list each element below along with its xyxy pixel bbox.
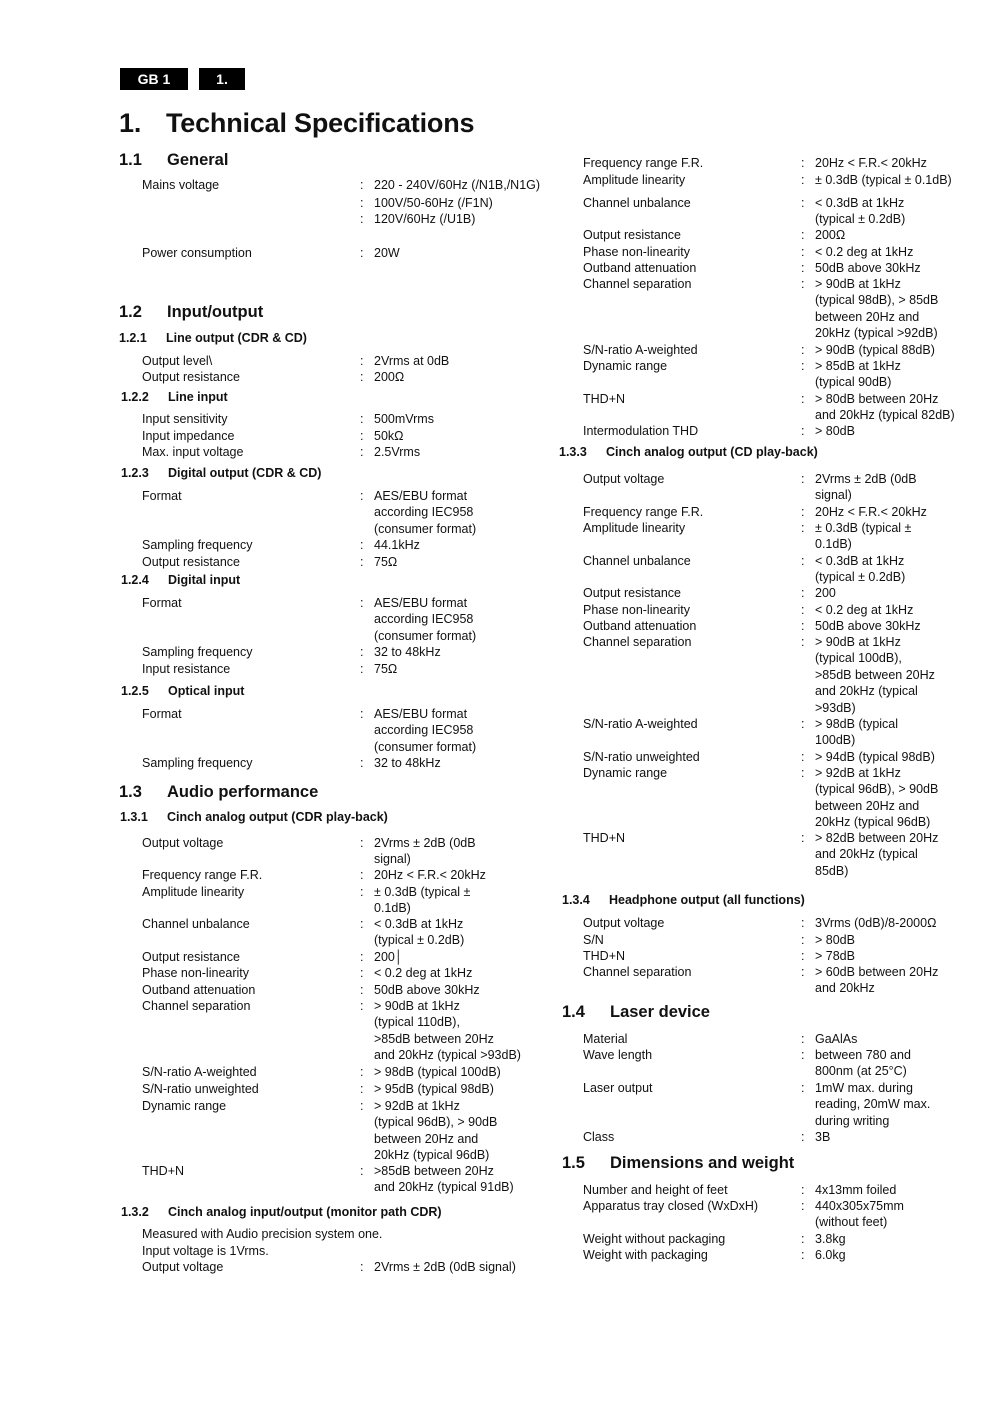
- spec-label: Channel unbalance: [583, 196, 691, 210]
- page-title: [119, 108, 474, 139]
- spec-value: > 98dB (typical 100dB): [374, 1065, 501, 1079]
- spec-value: 20Hz < F.R.< 20kHz: [374, 868, 486, 882]
- spec-colon: :: [360, 555, 364, 569]
- s122-heading: [121, 390, 228, 404]
- spec-value: between 780 and 800nm (at 25°C): [815, 1048, 911, 1079]
- spec-colon: :: [801, 261, 805, 275]
- s124-number: 1.2.4: [121, 573, 149, 587]
- spec-colon: :: [360, 445, 364, 459]
- spec-colon: :: [801, 1248, 805, 1262]
- s123-number: 1.2.3: [121, 466, 149, 480]
- spec-value: > 90dB (typical 88dB): [815, 343, 935, 357]
- page-title-number: 1.: [119, 108, 142, 138]
- s131-title: Cinch analog output (CDR play-back): [167, 810, 388, 824]
- spec-label: Mains voltage: [142, 178, 220, 192]
- spec-value: 50kΩ: [374, 429, 404, 443]
- spec-colon: :: [801, 1048, 805, 1062]
- spec-label: Frequency range F.R.: [142, 868, 263, 882]
- spec-label: Frequency range F.R.: [583, 505, 704, 519]
- spec-label: Outband attenuation: [583, 261, 697, 275]
- spec-value: 2.5Vrms: [374, 445, 421, 459]
- spec-colon: :: [360, 645, 364, 659]
- spec-colon: :: [360, 196, 364, 210]
- note-line: Input voltage is 1Vrms.: [142, 1244, 269, 1258]
- spec-label: S/N-ratio unweighted: [583, 750, 700, 764]
- s122-title: Line input: [168, 390, 228, 404]
- spec-colon: :: [360, 370, 364, 384]
- spec-value: > 80dB between 20Hz and 20kHz (typical 82dB): [815, 392, 955, 423]
- spec-colon: :: [360, 1260, 364, 1274]
- spec-label: S/N-ratio A-weighted: [142, 1065, 257, 1079]
- spec-label: Material: [583, 1032, 628, 1046]
- spec-colon: :: [360, 966, 364, 980]
- s121-heading: [119, 331, 307, 345]
- spec-value: ± 0.3dB (typical ± 0.1dB): [815, 521, 912, 552]
- spec-label: Dynamic range: [142, 1099, 227, 1113]
- spec-label: S/N-ratio unweighted: [142, 1082, 259, 1096]
- spec-label: Channel unbalance: [583, 554, 691, 568]
- spec-value: > 90dB at 1kHz (typical 110dB), >85dB between 20Hz and 20kHz (typical >93dB): [374, 999, 521, 1063]
- spec-value: 2Vrms ± 2dB (0dB signal): [815, 472, 917, 503]
- spec-value: > 78dB: [815, 949, 855, 963]
- spec-value: 100V/50-60Hz (/F1N): [374, 196, 493, 210]
- spec-label: Intermodulation THD: [583, 424, 699, 438]
- spec-colon: :: [360, 917, 364, 931]
- spec-colon: :: [801, 173, 805, 187]
- spec-value: 220 - 240V/60Hz (/N1B,/N1G): [374, 178, 541, 192]
- spec-label: Phase non-linearity: [583, 603, 691, 617]
- spec-value: AES/EBU format according IEC958 (consumer format): [374, 596, 477, 643]
- spec-colon: :: [360, 836, 364, 850]
- spec-value: 50dB above 30kHz: [815, 261, 921, 275]
- spec-label: Amplitude linearity: [583, 173, 686, 187]
- spec-label: Amplitude linearity: [142, 885, 245, 899]
- spec-value: 500mVrms: [374, 412, 434, 426]
- spec-colon: :: [801, 965, 805, 979]
- s121-title: Line output (CDR & CD): [166, 331, 307, 345]
- spec-label: Number and height of feet: [583, 1183, 728, 1197]
- spec-value: AES/EBU format according IEC958 (consumer format): [374, 489, 477, 536]
- spec-colon: :: [360, 1099, 364, 1113]
- s125-title: Optical input: [168, 684, 245, 698]
- spec-colon: :: [360, 354, 364, 368]
- spec-label: THD+N: [583, 392, 626, 406]
- spec-colon: :: [801, 392, 805, 406]
- spec-colon: :: [801, 228, 805, 242]
- s12-heading: [119, 303, 263, 322]
- s14-heading: [562, 1003, 710, 1022]
- spec-label: Sampling frequency: [142, 756, 253, 770]
- spec-colon: :: [801, 766, 805, 780]
- spec-value: 200: [815, 586, 836, 600]
- spec-value: < 0.2 deg at 1kHz: [374, 966, 473, 980]
- s124-heading: [121, 573, 240, 587]
- s134-title: Headphone output (all functions): [609, 893, 805, 907]
- spec-colon: :: [360, 885, 364, 899]
- spec-colon: :: [801, 635, 805, 649]
- spec-colon: :: [360, 756, 364, 770]
- spec-value: 32 to 48kHz: [374, 645, 441, 659]
- s15-title: Dimensions and weight: [610, 1154, 795, 1172]
- spec-value: 75Ω: [374, 555, 398, 569]
- spec-label: Dynamic range: [583, 359, 668, 373]
- spec-colon: :: [801, 1183, 805, 1197]
- spec-label: Output voltage: [142, 1260, 224, 1274]
- spec-label: Amplitude linearity: [583, 521, 686, 535]
- spec-label: Output resistance: [583, 228, 681, 242]
- spec-value: >85dB between 20Hz and 20kHz (typical 91dB): [374, 1164, 514, 1195]
- spec-value: 2Vrms ± 2dB (0dB signal): [374, 1260, 516, 1274]
- spec-colon: :: [360, 868, 364, 882]
- spec-value: 120V/60Hz (/U1B): [374, 212, 476, 226]
- spec-colon: :: [801, 554, 805, 568]
- spec-value: 44.1kHz: [374, 538, 420, 552]
- spec-value: 20Hz < F.R.< 20kHz: [815, 505, 927, 519]
- spec-value: 75Ω: [374, 662, 398, 676]
- spec-value: 3B: [815, 1130, 831, 1144]
- spec-label: Max. input voltage: [142, 445, 244, 459]
- spec-label: Outband attenuation: [583, 619, 697, 633]
- spec-colon: :: [801, 277, 805, 291]
- spec-label: Output resistance: [142, 370, 240, 384]
- spec-colon: :: [801, 521, 805, 535]
- spec-label: Output resistance: [142, 555, 240, 569]
- spec-label: Channel separation: [583, 277, 692, 291]
- spec-value: 200Ω: [815, 228, 846, 242]
- spec-label: Outband attenuation: [142, 983, 256, 997]
- spec-value: 50dB above 30kHz: [815, 619, 921, 633]
- spec-label: Sampling frequency: [142, 645, 253, 659]
- chapter-tag: GB 1: [120, 68, 188, 90]
- spec-colon: :: [801, 750, 805, 764]
- s13-heading: [119, 783, 318, 802]
- spec-label: Input sensitivity: [142, 412, 228, 426]
- spec-value: 440x305x75mm (without feet): [815, 1199, 904, 1230]
- spec-value: > 92dB at 1kHz (typical 96dB), > 90dB between 20Hz and 20kHz (typical 96dB): [815, 766, 939, 830]
- spec-colon: :: [801, 1232, 805, 1246]
- spec-colon: :: [801, 196, 805, 210]
- spec-label: Format: [142, 707, 182, 721]
- spec-label: Class: [583, 1130, 615, 1144]
- s133-heading: [559, 445, 818, 459]
- spec-label: Phase non-linearity: [583, 245, 691, 259]
- spec-value: > 98dB (typical 100dB): [815, 717, 899, 748]
- s15-heading: [562, 1154, 794, 1173]
- spec-value: 32 to 48kHz: [374, 756, 441, 770]
- spec-label: THD+N: [583, 949, 626, 963]
- s15-number: 1.5: [562, 1154, 585, 1172]
- s133-title: Cinch analog output (CD play-back): [606, 445, 818, 459]
- spec-colon: :: [360, 999, 364, 1013]
- spec-colon: :: [801, 156, 805, 170]
- spec-colon: :: [801, 1199, 805, 1213]
- spec-colon: :: [360, 246, 364, 260]
- s132-number: 1.3.2: [121, 1205, 149, 1219]
- spec-label: Wave length: [583, 1048, 653, 1062]
- spec-value: 4x13mm foiled: [815, 1183, 897, 1197]
- spec-value: AES/EBU format according IEC958 (consumer format): [374, 707, 477, 754]
- s121-number: 1.2.1: [119, 331, 147, 345]
- spec-value: 200Ω: [374, 370, 405, 384]
- s132-heading: [121, 1205, 442, 1219]
- spec-colon: :: [801, 949, 805, 963]
- spec-label: Apparatus tray closed (WxDxH): [583, 1199, 759, 1213]
- spec-label: Frequency range F.R.: [583, 156, 704, 170]
- s122-number: 1.2.2: [121, 390, 149, 404]
- s13-number: 1.3: [119, 783, 142, 801]
- spec-label: Output voltage: [142, 836, 224, 850]
- section-tag: 1.: [199, 68, 245, 90]
- spec-colon: :: [360, 429, 364, 443]
- spec-colon: :: [360, 489, 364, 503]
- spec-value: > 90dB at 1kHz (typical 100dB), >85dB between 20Hz and 20kHz (typical >93dB): [815, 635, 935, 715]
- spec-label: Channel unbalance: [142, 917, 250, 931]
- spec-colon: :: [801, 603, 805, 617]
- s134-heading: [562, 893, 805, 907]
- spec-value: 3Vrms (0dB)/8-2000Ω: [815, 916, 937, 930]
- s12-number: 1.2: [119, 303, 142, 321]
- note-line: Measured with Audio precision system one.: [142, 1227, 383, 1241]
- spec-colon: :: [801, 916, 805, 930]
- spec-label: THD+N: [142, 1164, 185, 1178]
- spec-value: > 80dB: [815, 933, 855, 947]
- spec-colon: :: [801, 359, 805, 373]
- spec-colon: :: [360, 178, 364, 192]
- spec-label: Output voltage: [583, 916, 665, 930]
- spec-label: Format: [142, 489, 182, 503]
- spec-value: 50dB above 30kHz: [374, 983, 480, 997]
- spec-label: Input resistance: [142, 662, 231, 676]
- page-title-text: Technical Specifications: [166, 108, 475, 138]
- spec-colon: :: [801, 1130, 805, 1144]
- spec-label: Output level\: [142, 354, 213, 368]
- spec-colon: :: [360, 538, 364, 552]
- s12-title: Input/output: [167, 303, 264, 321]
- s125-number: 1.2.5: [121, 684, 149, 698]
- s123-heading: [121, 466, 321, 480]
- spec-label: S/N-ratio A-weighted: [583, 717, 698, 731]
- spec-label: Weight without packaging: [583, 1232, 726, 1246]
- spec-colon: :: [801, 343, 805, 357]
- spec-label: Output resistance: [583, 586, 681, 600]
- spec-label: Input impedance: [142, 429, 235, 443]
- spec-label: Format: [142, 596, 182, 610]
- spec-value: > 92dB at 1kHz (typical 96dB), > 90dB between 20Hz and 20kHz (typical 96dB): [374, 1099, 498, 1163]
- spec-value: 2Vrms ± 2dB (0dB signal): [374, 836, 476, 867]
- s124-title: Digital input: [168, 573, 241, 587]
- spec-colon: :: [801, 933, 805, 947]
- s14-title: Laser device: [610, 1003, 710, 1021]
- spec-value: 3.8kg: [815, 1232, 846, 1246]
- spec-colon: :: [801, 424, 805, 438]
- spec-label: Output voltage: [583, 472, 665, 486]
- spec-value: > 60dB between 20Hz and 20kHz: [815, 965, 939, 996]
- spec-colon: :: [360, 1082, 364, 1096]
- spec-colon: :: [360, 950, 364, 964]
- spec-value: < 0.2 deg at 1kHz: [815, 603, 914, 617]
- spec-colon: :: [801, 717, 805, 731]
- s11-title: General: [167, 151, 229, 169]
- spec-colon: :: [360, 662, 364, 676]
- spec-value: < 0.2 deg at 1kHz: [815, 245, 914, 259]
- s131-number: 1.3.1: [120, 810, 148, 824]
- spec-colon: :: [801, 245, 805, 259]
- spec-colon: :: [801, 586, 805, 600]
- spec-colon: :: [360, 707, 364, 721]
- spec-colon: :: [801, 472, 805, 486]
- spec-label: Laser output: [583, 1081, 653, 1095]
- s131-heading: [120, 810, 388, 824]
- s125-heading: [121, 684, 244, 698]
- spec-value: > 82dB between 20Hz and 20kHz (typical 85dB): [815, 831, 939, 878]
- s11-heading: [119, 151, 228, 170]
- spec-value: > 94dB (typical 98dB): [815, 750, 935, 764]
- spec-label: Channel separation: [142, 999, 251, 1013]
- spec-label: Dynamic range: [583, 766, 668, 780]
- spec-label: S/N: [583, 933, 604, 947]
- spec-value: < 0.3dB at 1kHz (typical ± 0.2dB): [374, 917, 465, 948]
- spec-label: Weight with packaging: [583, 1248, 708, 1262]
- spec-label: Phase non-linearity: [142, 966, 250, 980]
- spec-value: 200│: [374, 950, 403, 964]
- spec-value: GaAlAs: [815, 1032, 858, 1046]
- spec-value: > 95dB (typical 98dB): [374, 1082, 494, 1096]
- spec-value: 20Hz < F.R.< 20kHz: [815, 156, 927, 170]
- spec-label: S/N-ratio A-weighted: [583, 343, 698, 357]
- spec-value: < 0.3dB at 1kHz (typical ± 0.2dB): [815, 196, 906, 227]
- spec-label: Channel separation: [583, 635, 692, 649]
- s14-number: 1.4: [562, 1003, 585, 1021]
- spec-value: ± 0.3dB (typical ± 0.1dB): [374, 885, 471, 916]
- spec-colon: :: [360, 412, 364, 426]
- spec-value: 20W: [374, 246, 400, 260]
- spec-colon: :: [801, 1032, 805, 1046]
- spec-colon: :: [360, 596, 364, 610]
- spec-colon: :: [360, 1065, 364, 1079]
- spec-label: THD+N: [583, 831, 626, 845]
- spec-colon: :: [360, 212, 364, 226]
- spec-value: 6.0kg: [815, 1248, 846, 1262]
- spec-value: < 0.3dB at 1kHz (typical ± 0.2dB): [815, 554, 906, 585]
- s133-number: 1.3.3: [559, 445, 587, 459]
- spec-value: 2Vrms at 0dB: [374, 354, 450, 368]
- spec-value: > 90dB at 1kHz (typical 98dB), > 85dB between 20Hz and 20kHz (typical >92dB): [815, 277, 939, 341]
- spec-value: ± 0.3dB (typical ± 0.1dB): [815, 173, 952, 187]
- s13-title: Audio performance: [167, 783, 319, 801]
- s11-number: 1.1: [119, 151, 142, 169]
- spec-colon: :: [801, 619, 805, 633]
- s134-number: 1.3.4: [562, 893, 590, 907]
- spec-value: > 80dB: [815, 424, 855, 438]
- spec-colon: :: [360, 1164, 364, 1178]
- spec-label: Power consumption: [142, 246, 252, 260]
- spec-value: > 85dB at 1kHz (typical 90dB): [815, 359, 901, 390]
- spec-colon: :: [801, 505, 805, 519]
- spec-value: 1mW max. during reading, 20mW max. during writing: [815, 1081, 931, 1128]
- s123-title: Digital output (CDR & CD): [168, 466, 322, 480]
- spec-colon: :: [801, 1081, 805, 1095]
- spec-label: Output resistance: [142, 950, 240, 964]
- spec-colon: :: [360, 983, 364, 997]
- spec-colon: :: [801, 831, 805, 845]
- spec-label: Channel separation: [583, 965, 692, 979]
- spec-label: Sampling frequency: [142, 538, 253, 552]
- s132-title: Cinch analog input/output (monitor path CDR): [168, 1205, 442, 1219]
